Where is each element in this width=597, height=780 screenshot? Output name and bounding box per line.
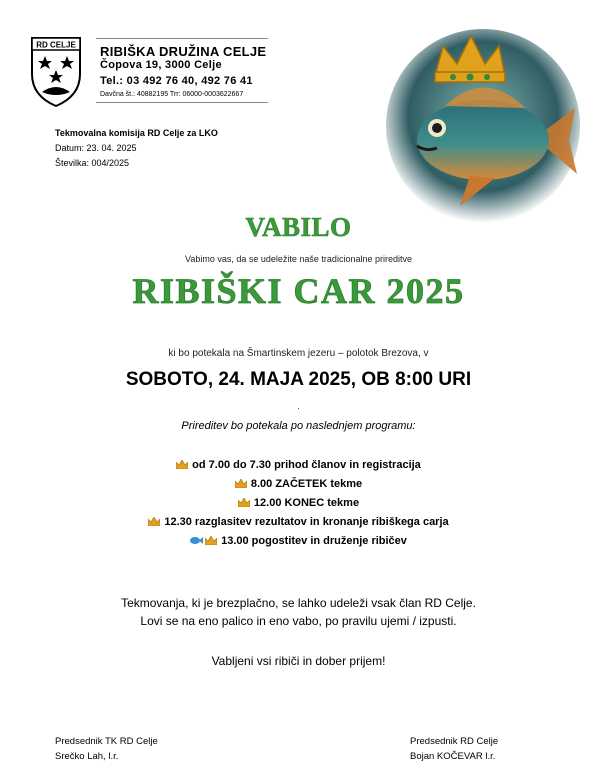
left-signature-name: Srečko Lah, l.r.	[55, 751, 119, 762]
crowned-fish-illustration	[385, 28, 581, 224]
program-item-text: od 7.00 do 7.30 prihod članov in registracija	[192, 459, 421, 471]
program-item-text: 13.00 pogostitev in druženje ribičev	[221, 535, 407, 547]
date-meta: Datum: 23. 04. 2025	[55, 143, 137, 153]
crown-icon	[235, 479, 247, 488]
fish-icon	[190, 536, 203, 545]
org-address: Čopova 19, 3000 Celje	[100, 59, 222, 71]
invitation-title: VABILO	[245, 212, 352, 242]
right-signature-title: Predsednik RD Celje	[410, 736, 499, 747]
org-name: RIBIŠKA DRUŽINA CELJE	[100, 44, 267, 59]
org-phone: Tel.: 03 492 76 40, 492 76 41	[100, 75, 253, 87]
separator-dot: .	[297, 402, 300, 411]
welcome-line: Vabljeni vsi ribiči in dober prijem!	[211, 654, 386, 668]
program-item-text: 12.30 razglasitev rezultatov in kronanje ribiškega carja	[164, 516, 449, 528]
right-signature-name: Bojan KOČEVAR l.r.	[410, 751, 496, 762]
info-line: Lovi se na eno palico in eno vabo, po pravilu ujemi / izpusti.	[140, 614, 457, 628]
event-name: RIBIŠKI CAR 2025	[132, 271, 465, 311]
crown-icon	[148, 517, 160, 526]
org-tax-number: Davčna št.: 40882195 Trr: 06000-0003622667	[100, 91, 244, 98]
event-date: SOBOTO, 24. MAJA 2025, OB 8:00 URI	[125, 369, 472, 390]
crown-icon	[205, 536, 217, 545]
invite-line: Vabimo vas, da se udeležite naše tradicionalne prireditve	[185, 254, 412, 264]
program-intro: Prireditev bo potekala po naslednjem programu:	[181, 420, 416, 432]
logo-label: RD CELJE	[36, 40, 76, 50]
letterhead-line-bottom	[96, 102, 268, 103]
program-item-text: 8.00 ZAČETEK tekme	[250, 478, 363, 490]
program-item-text: 12.00 KONEC tekme	[253, 497, 360, 509]
committee-line: Tekmovalna komisija RD Celje za LKO	[55, 128, 218, 138]
location-line: ki bo potekala na Šmartinskem jezeru – polotok Brezova, v	[168, 348, 429, 359]
program-item	[0, 535, 597, 547]
crown-icon	[176, 460, 188, 469]
rd-celje-logo	[28, 34, 84, 110]
program-item	[0, 478, 597, 490]
crown-icon	[238, 498, 250, 507]
info-line: Tekmovanja, ki je brezplačno, se lahko udeleži vsak član RD Celje.	[121, 596, 476, 610]
number-meta: Številka: 004/2025	[55, 158, 130, 168]
program-item	[0, 516, 597, 528]
program-item	[0, 497, 597, 509]
left-signature-title: Predsednik TK RD Celje	[55, 736, 158, 747]
program-item	[0, 459, 597, 471]
letterhead-line-top	[96, 38, 268, 39]
